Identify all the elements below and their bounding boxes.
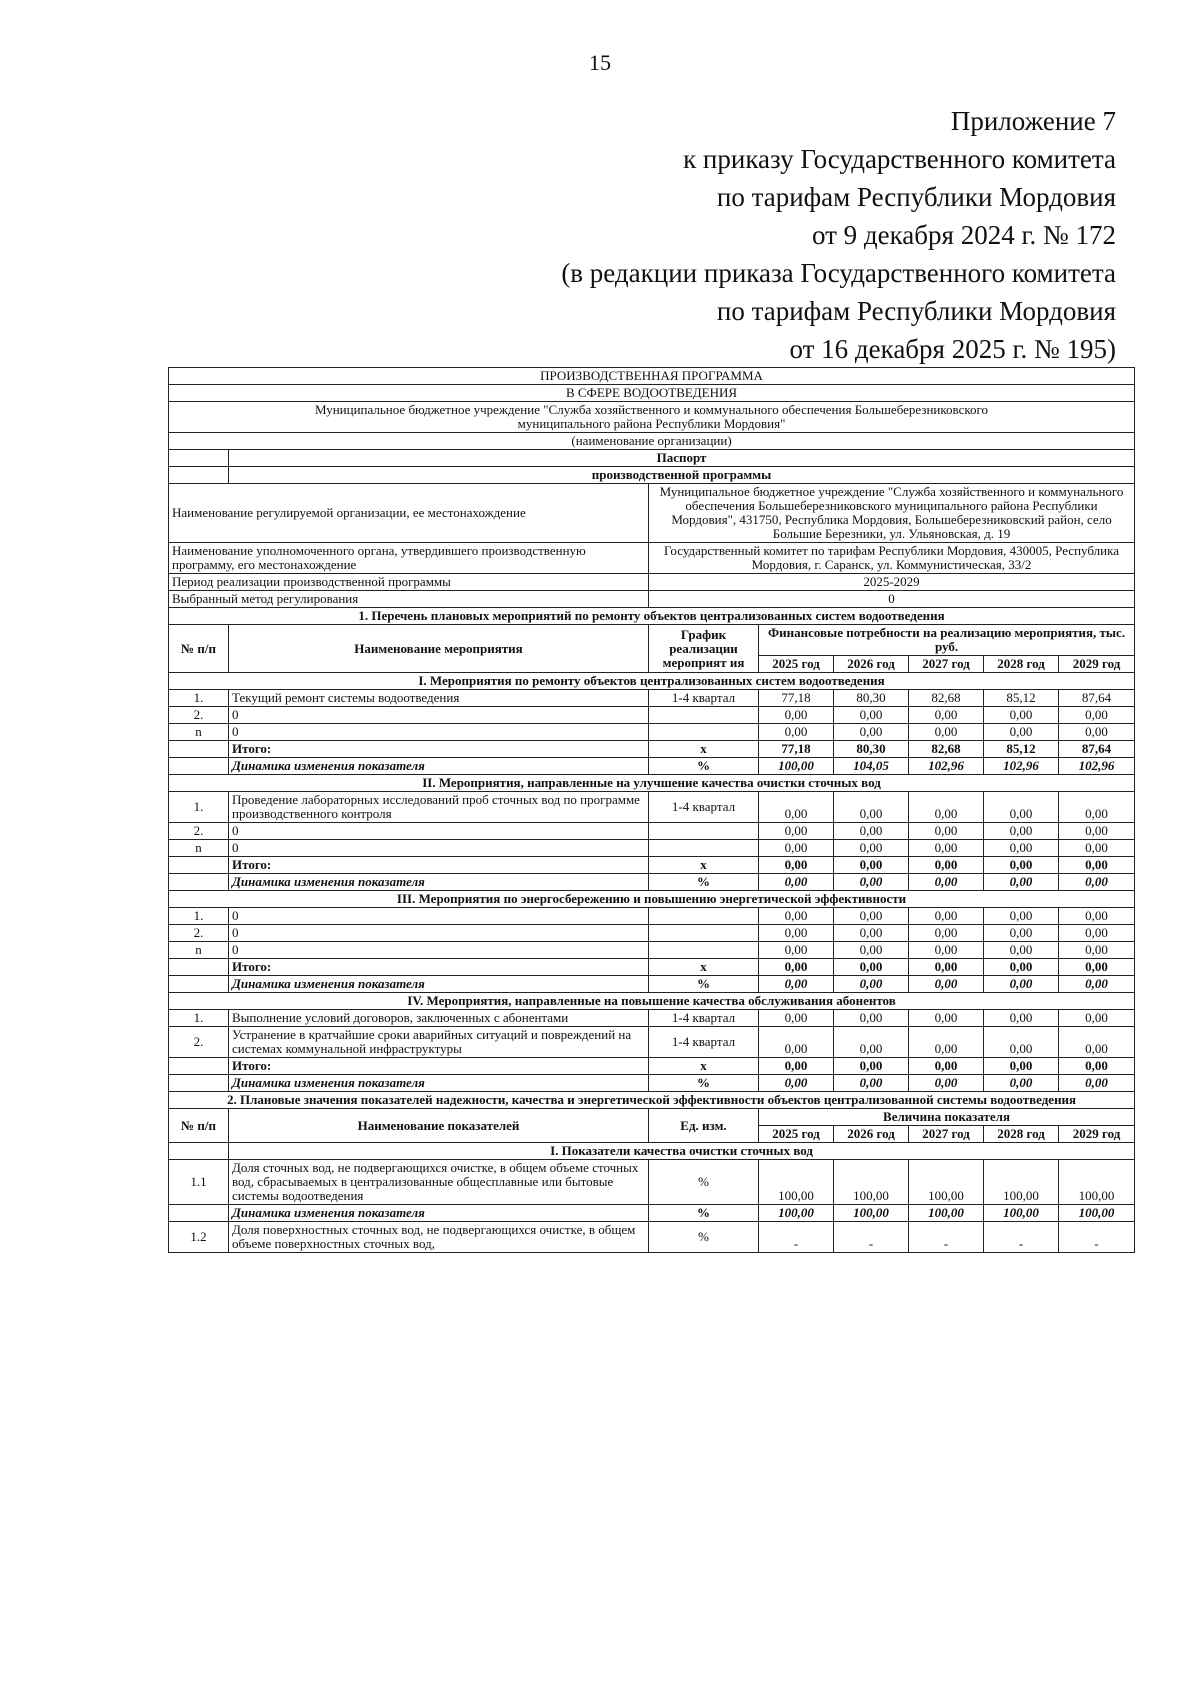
row-name: Проведение лабораторных исследований проб сточных вод по программе производственного контроля [229, 792, 649, 823]
table-row [169, 467, 1135, 484]
row-value: 0,00 [834, 874, 909, 891]
row-unit: х [649, 741, 759, 758]
row-value: 0,00 [759, 707, 834, 724]
table-row [169, 402, 1135, 433]
row-value: 0,00 [834, 1075, 909, 1092]
row-value: 0,00 [909, 942, 984, 959]
passport-label: Выбранный метод регулирования [169, 591, 649, 608]
section-title-row [169, 1092, 1135, 1109]
empty-cell [169, 874, 229, 891]
row-value: 0,00 [1059, 976, 1135, 993]
column-header-schedule: График реализации мероприят ия [649, 625, 759, 673]
row-value: 0,00 [834, 908, 909, 925]
row-schedule [649, 724, 759, 741]
row-value: 0,00 [759, 840, 834, 857]
row-value: 0,00 [909, 1058, 984, 1075]
row-value: 0,00 [984, 908, 1059, 925]
row-number: 2. [169, 925, 229, 942]
row-unit: % [649, 874, 759, 891]
column-header-year: 2029 год [1059, 656, 1135, 673]
empty-cell [169, 741, 229, 758]
organization-caption: (наименование организации) [169, 433, 1135, 450]
empty-cell [169, 1058, 229, 1075]
row-value: 0,00 [909, 823, 984, 840]
row-value: 0,00 [1059, 1010, 1135, 1027]
column-header-year: 2028 год [984, 656, 1059, 673]
row-schedule [649, 908, 759, 925]
column-header-year: 2025 год [759, 656, 834, 673]
row-name: Выполнение условий договоров, заключенных с абонентами [229, 1010, 649, 1027]
row-name: 0 [229, 840, 649, 857]
row-value: 0,00 [1059, 1027, 1135, 1058]
row-name: 0 [229, 908, 649, 925]
organization-line: Муниципальное бюджетное учреждение "Служба хозяйственного и коммунального обеспечения Большеберезниковского [314, 402, 989, 417]
group-title: III. Мероприятия по энергосбережению и повышению энергетической эффективности [169, 891, 1135, 908]
row-value: 0,00 [1059, 1058, 1135, 1075]
row-value: 0,00 [834, 857, 909, 874]
appendix-line: к приказу Государственного комитета [683, 144, 1116, 174]
group-title-row [169, 993, 1135, 1010]
passport-value: 0 [649, 591, 1135, 608]
page-number: 15 [589, 50, 611, 75]
section1-title: 1. Перечень плановых мероприятий по ремонту объектов централизованных систем водоотведения [169, 608, 1135, 625]
row-value: - [984, 1222, 1059, 1253]
row-schedule: 1-4 квартал [649, 1027, 759, 1058]
column-header-year: 2028 год [984, 1126, 1059, 1143]
row-schedule [649, 707, 759, 724]
row-name: 0 [229, 707, 649, 724]
row-value: 82,68 [909, 690, 984, 707]
row-name: Текущий ремонт системы водоотведения [229, 690, 649, 707]
row-schedule [649, 840, 759, 857]
row-value: 0,00 [1059, 874, 1135, 891]
row-value: 0,00 [984, 792, 1059, 823]
row-unit: % [649, 1075, 759, 1092]
row-value: 0,00 [909, 976, 984, 993]
appendix-line: Приложение 7 [950, 106, 1116, 136]
row-value: 0,00 [909, 908, 984, 925]
table-header-row [169, 625, 1135, 656]
row-value: 0,00 [834, 707, 909, 724]
row-value: 0,00 [834, 925, 909, 942]
table-row [169, 925, 1135, 942]
empty-cell [169, 1205, 229, 1222]
empty-cell [169, 976, 229, 993]
row-number: 1. [169, 690, 229, 707]
row-value: 0,00 [759, 908, 834, 925]
row-value: 100,00 [909, 1160, 984, 1205]
row-value: 0,00 [984, 1058, 1059, 1075]
table-row [169, 707, 1135, 724]
column-header-year: 2025 год [759, 1126, 834, 1143]
row-number: 1. [169, 1010, 229, 1027]
row-value: 0,00 [1059, 792, 1135, 823]
row-value: 0,00 [909, 724, 984, 741]
passport-row [169, 591, 1135, 608]
row-value: 100,00 [1059, 1160, 1135, 1205]
row-value: 0,00 [759, 925, 834, 942]
appendix-line: по тарифам Республики Мордовия [716, 296, 1116, 326]
passport-value: 2025-2029 [649, 574, 1135, 591]
row-value: 0,00 [909, 925, 984, 942]
section-title-row [169, 608, 1135, 625]
row-number: n [169, 840, 229, 857]
dynamics-label: Динамика изменения показателя [229, 1205, 649, 1222]
row-schedule [649, 925, 759, 942]
row-value: 100,00 [984, 1160, 1059, 1205]
row-value: 0,00 [984, 840, 1059, 857]
row-value: 0,00 [759, 792, 834, 823]
column-header-value: Величина показателя [759, 1109, 1135, 1126]
row-number: n [169, 942, 229, 959]
table-row [169, 385, 1135, 402]
passport-row [169, 574, 1135, 591]
dynamics-row [169, 758, 1135, 775]
row-value: 85,12 [984, 690, 1059, 707]
row-value: 82,68 [909, 741, 984, 758]
indicator-row [169, 1222, 1135, 1253]
row-value: 77,18 [759, 690, 834, 707]
row-value: 0,00 [1059, 724, 1135, 741]
row-value: 0,00 [1059, 840, 1135, 857]
row-value: 0,00 [759, 874, 834, 891]
row-number: 2. [169, 707, 229, 724]
row-value: 0,00 [834, 792, 909, 823]
row-number: 2. [169, 1027, 229, 1058]
row-number: 1. [169, 792, 229, 823]
table-header-row [169, 1109, 1135, 1126]
total-label: Итого: [229, 1058, 649, 1075]
dynamics-row [169, 976, 1135, 993]
group-title-row [169, 673, 1135, 690]
row-value: 0,00 [984, 724, 1059, 741]
table-row [169, 908, 1135, 925]
row-value: 85,12 [984, 741, 1059, 758]
column-header-finance: Финансовые потребности на реализацию мероприятия, тыс. руб. [759, 625, 1135, 656]
column-header-year: 2027 год [909, 656, 984, 673]
empty-cell [169, 1143, 229, 1160]
row-name: 0 [229, 823, 649, 840]
appendix-line: от 9 декабря 2024 г. № 172 [811, 220, 1116, 250]
group-title: I. Мероприятия по ремонту объектов централизованных систем водоотведения [169, 673, 1135, 690]
production-program-table [168, 367, 1135, 1253]
organization-line: муниципального района Республики Мордовия" [517, 416, 786, 431]
table-row [169, 823, 1135, 840]
dynamics-row [169, 1075, 1135, 1092]
row-value: 0,00 [984, 707, 1059, 724]
row-value: 0,00 [834, 942, 909, 959]
row-value: 0,00 [1059, 942, 1135, 959]
total-label: Итого: [229, 857, 649, 874]
table-row [169, 942, 1135, 959]
column-header-name: Наименование показателей [229, 1109, 649, 1143]
empty-cell [169, 959, 229, 976]
passport-title: Паспорт [229, 450, 1135, 467]
row-value: - [834, 1222, 909, 1253]
row-unit: % [649, 1205, 759, 1222]
row-value: 0,00 [834, 840, 909, 857]
empty-cell [169, 857, 229, 874]
row-schedule [649, 823, 759, 840]
row-value: 0,00 [984, 874, 1059, 891]
row-value: 87,64 [1059, 741, 1135, 758]
row-schedule: 1-4 квартал [649, 792, 759, 823]
row-value: 0,00 [984, 1075, 1059, 1092]
row-value: 0,00 [984, 925, 1059, 942]
row-value: 0,00 [984, 1027, 1059, 1058]
row-value: 0,00 [759, 1075, 834, 1092]
table-row [169, 1010, 1135, 1027]
dynamics-label: Динамика изменения показателя [229, 976, 649, 993]
indicator-row [169, 1160, 1135, 1205]
row-value: - [909, 1222, 984, 1253]
row-value: 0,00 [759, 1027, 834, 1058]
row-value: 0,00 [834, 1010, 909, 1027]
row-value: 0,00 [984, 976, 1059, 993]
row-value: 0,00 [759, 724, 834, 741]
row-value: 100,00 [759, 1205, 834, 1222]
row-unit: х [649, 857, 759, 874]
row-value: - [759, 1222, 834, 1253]
table-row [169, 690, 1135, 707]
passport-label: Наименование регулируемой организации, ее местонахождение [169, 484, 649, 543]
row-value: 0,00 [834, 1058, 909, 1075]
row-value: 0,00 [984, 959, 1059, 976]
row-value: 0,00 [909, 874, 984, 891]
passport-label: Наименование уполномоченного органа, утвердившего производственную программу, его местонахождение [169, 543, 649, 574]
row-number: 1.1 [169, 1160, 229, 1205]
row-schedule: 1-4 квартал [649, 690, 759, 707]
row-value: 0,00 [984, 942, 1059, 959]
program-title: ПРОИЗВОДСТВЕННАЯ ПРОГРАММА [169, 368, 1135, 385]
empty-cell [169, 450, 229, 467]
table-row [169, 433, 1135, 450]
table-row [169, 450, 1135, 467]
column-header-year: 2029 год [1059, 1126, 1135, 1143]
total-row [169, 1058, 1135, 1075]
row-value: 100,00 [1059, 1205, 1135, 1222]
row-schedule: 1-4 квартал [649, 1010, 759, 1027]
total-row [169, 741, 1135, 758]
appendix-line: по тарифам Республики Мордовия [716, 182, 1116, 212]
row-value: 0,00 [909, 857, 984, 874]
column-header-number: № п/п [169, 1109, 229, 1143]
organization-name [169, 402, 1135, 433]
row-name: Доля поверхностных сточных вод, не подвергающихся очистке, в общем объеме поверхностных сточных вод, [229, 1222, 649, 1253]
row-value: 0,00 [759, 857, 834, 874]
row-unit: х [649, 959, 759, 976]
column-header-number: № п/п [169, 625, 229, 673]
row-value: 80,30 [834, 690, 909, 707]
empty-cell [169, 758, 229, 775]
column-header-year: 2026 год [834, 1126, 909, 1143]
section2-title: 2. Плановые значения показателей надежности, качества и энергетической эффективности объектов централизованной системы водоотведения [169, 1092, 1135, 1109]
row-value: 0,00 [759, 1058, 834, 1075]
passport-label: Период реализации производственной программы [169, 574, 649, 591]
total-row [169, 857, 1135, 874]
row-value: 102,96 [1059, 758, 1135, 775]
row-value: 0,00 [1059, 925, 1135, 942]
row-value: 0,00 [759, 976, 834, 993]
row-value: 0,00 [909, 959, 984, 976]
passport-value: Муниципальное бюджетное учреждение "Служба хозяйственного и коммунального обеспечения Большеберезниковского муниципального района Республики Мордовия", 431750, Республика Мордовия, Большеберезниковский район, село Большие Березники, ул. Ульяновская, д. 19 [649, 484, 1135, 543]
row-number: 2. [169, 823, 229, 840]
row-unit: % [649, 1160, 759, 1205]
column-header-name: Наименование мероприятия [229, 625, 649, 673]
column-header-year: 2026 год [834, 656, 909, 673]
passport-value: Государственный комитет по тарифам Республики Мордовия, 430005, Республика Мордовия, г. Саранск, ул. Коммунистическая, 33/2 [649, 543, 1135, 574]
row-value: 0,00 [984, 1010, 1059, 1027]
row-number: 1. [169, 908, 229, 925]
row-value: 0,00 [909, 792, 984, 823]
subsection-title: I. Показатели качества очистки сточных вод [229, 1143, 1135, 1160]
row-value: 100,00 [759, 758, 834, 775]
row-value: 0,00 [1059, 823, 1135, 840]
row-name: 0 [229, 724, 649, 741]
row-value: - [1059, 1222, 1135, 1253]
row-value: 104,05 [834, 758, 909, 775]
row-value: 0,00 [834, 823, 909, 840]
group-title-row [169, 775, 1135, 792]
appendix-block [561, 102, 1116, 368]
row-number: 1.2 [169, 1222, 229, 1253]
row-number: n [169, 724, 229, 741]
row-unit: % [649, 976, 759, 993]
row-value: 0,00 [984, 823, 1059, 840]
group-title: II. Мероприятия, направленные на улучшение качества очистки сточных вод [169, 775, 1135, 792]
row-value: 0,00 [759, 1010, 834, 1027]
row-value: 102,96 [909, 758, 984, 775]
appendix-line: от 16 декабря 2025 г. № 195) [789, 334, 1116, 364]
table-body [169, 368, 1135, 1253]
row-value: 0,00 [909, 1027, 984, 1058]
row-value: 0,00 [909, 707, 984, 724]
table-row [169, 792, 1135, 823]
table-row [169, 840, 1135, 857]
row-value: 0,00 [1059, 1075, 1135, 1092]
row-name: 0 [229, 925, 649, 942]
appendix-line: (в редакции приказа Государственного комитета [561, 258, 1116, 288]
row-value: 0,00 [759, 942, 834, 959]
group-title-row [169, 891, 1135, 908]
group-title: IV. Мероприятия, направленные на повышение качества обслуживания абонентов [169, 993, 1135, 1010]
row-value: 0,00 [834, 976, 909, 993]
row-unit: % [649, 758, 759, 775]
row-value: 0,00 [909, 1010, 984, 1027]
row-unit: % [649, 1222, 759, 1253]
row-value: 0,00 [909, 1075, 984, 1092]
column-header-unit: Ед. изм. [649, 1109, 759, 1143]
dynamics-label: Динамика изменения показателя [229, 1075, 649, 1092]
row-value: 0,00 [1059, 959, 1135, 976]
row-value: 0,00 [759, 823, 834, 840]
row-value: 0,00 [1059, 908, 1135, 925]
dynamics-label: Динамика изменения показателя [229, 874, 649, 891]
row-value: 100,00 [909, 1205, 984, 1222]
row-value: 102,96 [984, 758, 1059, 775]
row-unit: х [649, 1058, 759, 1075]
total-row [169, 959, 1135, 976]
program-subtitle: В СФЕРЕ ВОДООТВЕДЕНИЯ [169, 385, 1135, 402]
empty-cell [169, 1075, 229, 1092]
row-value: 77,18 [759, 741, 834, 758]
row-value: 0,00 [834, 1027, 909, 1058]
empty-cell [169, 467, 229, 484]
row-value: 0,00 [834, 724, 909, 741]
row-value: 0,00 [909, 840, 984, 857]
row-value: 100,00 [759, 1160, 834, 1205]
row-value: 80,30 [834, 741, 909, 758]
dynamics-label: Динамика изменения показателя [229, 758, 649, 775]
row-value: 0,00 [834, 959, 909, 976]
table-row [169, 368, 1135, 385]
row-value: 0,00 [1059, 707, 1135, 724]
table-row [169, 724, 1135, 741]
passport-subtitle: производственной программы [229, 467, 1135, 484]
passport-row [169, 484, 1135, 543]
passport-row [169, 543, 1135, 574]
row-name: Устранение в кратчайшие сроки аварийных ситуаций и повреждений на системах коммунальной инфраструктуры [229, 1027, 649, 1058]
column-header-year: 2027 год [909, 1126, 984, 1143]
row-value: 0,00 [759, 959, 834, 976]
total-label: Итого: [229, 741, 649, 758]
row-value: 100,00 [834, 1160, 909, 1205]
row-value: 0,00 [984, 857, 1059, 874]
row-name: 0 [229, 942, 649, 959]
row-schedule [649, 942, 759, 959]
dynamics-row [169, 1205, 1135, 1222]
row-value: 100,00 [834, 1205, 909, 1222]
subsection-row [169, 1143, 1135, 1160]
row-value: 0,00 [1059, 857, 1135, 874]
row-name: Доля сточных вод, не подвергающихся очистке, в общем объеме сточных вод, сбрасываемых в централизованные общесплавные или бытовые системы водоотведения [229, 1160, 649, 1205]
total-label: Итого: [229, 959, 649, 976]
row-value: 87,64 [1059, 690, 1135, 707]
table-row [169, 1027, 1135, 1058]
row-value: 100,00 [984, 1205, 1059, 1222]
dynamics-row [169, 874, 1135, 891]
